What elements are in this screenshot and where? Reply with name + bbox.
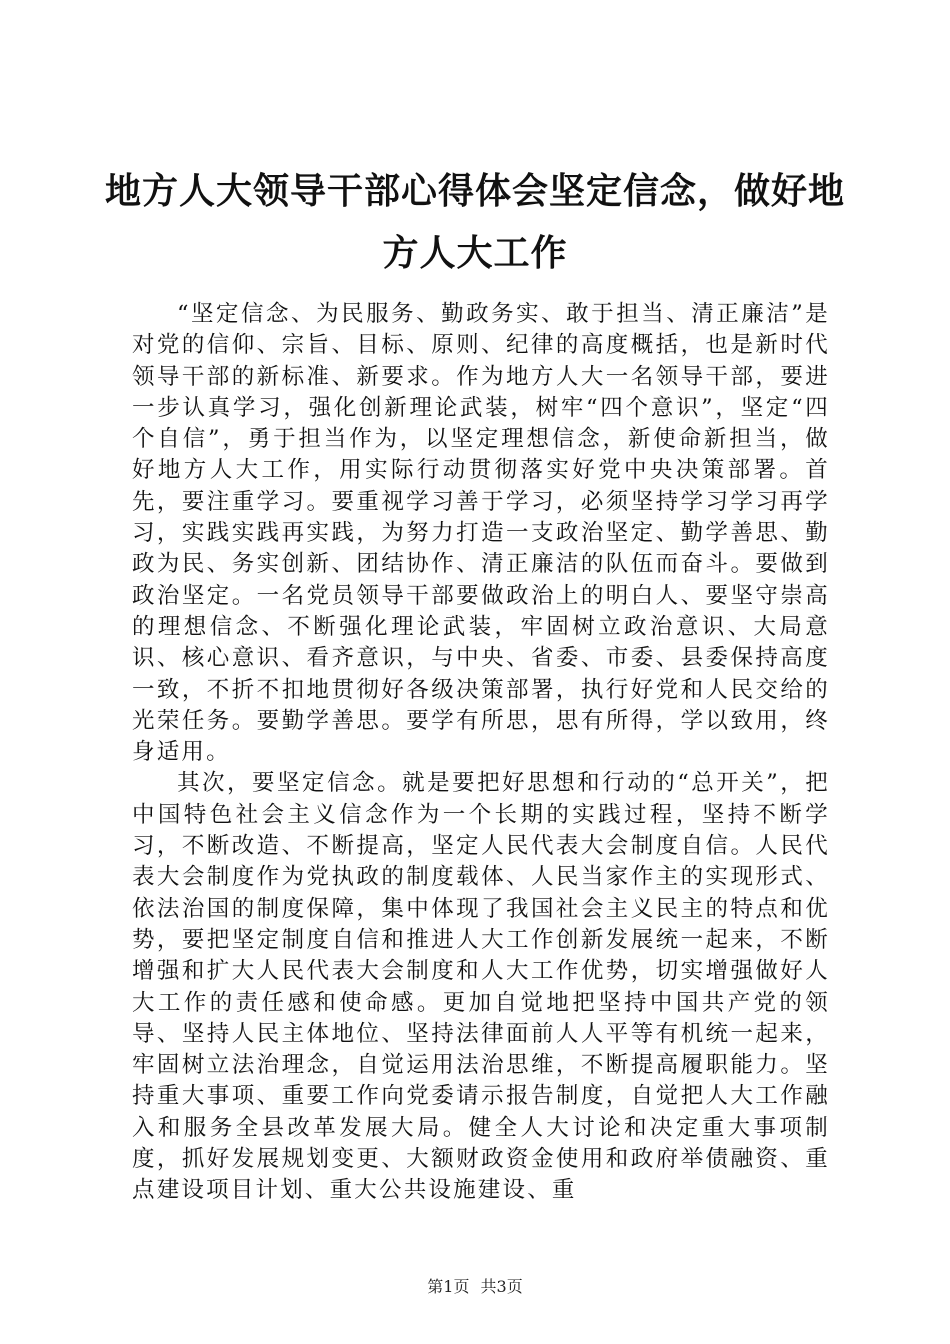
document-title: 地方人大领导干部心得体会坚定信念，做好地方人大工作 [104, 170, 845, 274]
paragraph: “坚定信念、为民服务、勤政务实、敢于担当、清正廉洁”是对党的信仰、宗旨、目标、原则、纪律的高度概括，也是新时代领导干部的新标准、新要求。作为地方人大一名领导干部，要进一步认真学习，强化创新理论武装，树牢“四个意识”，坚定“四个自信”，勇于担当作为，以坚定理想信念，新使命新担当，做好地方人大工作，用实际行动贯彻落实好党中央决策部署。首先，要注重学习。要重视学习善于学习，必须坚持学习学习再学习，实践实践再实践，为努力打造一支政治坚定、勤学善思、勤政为民、务实创新、团结协作、清正廉洁的队伍而奋斗。要做到政治坚定。一名党员领导干部要做政治上的明白人、要坚守崇高的理想信念、不断强化理论武装，牢固树立政治意识、大局意识、核心意识、看齐意识，与中央、省委、市委、县委保持高度一致，不折不扣地贯彻好各级决策部署，执行好党和人民交给的光荣任务。要勤学善思。要学有所思，思有所得，学以致用，终身适用。 [132, 301, 830, 766]
page-footer [0, 1274, 950, 1297]
page-number: 第1页 [427, 1277, 470, 1296]
paragraph: 其次，要坚定信念。就是要把好思想和行动的“总开关”，把中国特色社会主义信念作为一个长期的实践过程，坚持不断学习，不断改造、不断提高，坚定人民代表大会制度自信。人民代表大会制度作为党执政的制度载体、人民当家作主的实现形式、依法治国的制度保障，集中体现了我国社会主义民主的特点和优势，要把坚定制度自信和推进人大工作创新发展统一起来，不断增强和扩大人民代表大会制度和人大工作优势，切实增强做好人大工作的责任感和使命感。更加自觉地把坚持中国共产党的领导、坚持人民主体地位、坚持法律面前人人平等有机统一起来，牢固树立法治理念，自觉运用法治思维，不断提高履职能力。坚持重大事项、重要工作向党委请示报告制度，自觉把人大工作融入和服务全县改革发展大局。健全人大讨论和决定重大事项制度，抓好发展规划变更、大额财政资金使用和政府举债融资、重点建设项目计划、重大公共设施建设、重 [132, 770, 830, 1204]
document-body [132, 299, 830, 1207]
page-count: 共3页 [480, 1277, 523, 1296]
